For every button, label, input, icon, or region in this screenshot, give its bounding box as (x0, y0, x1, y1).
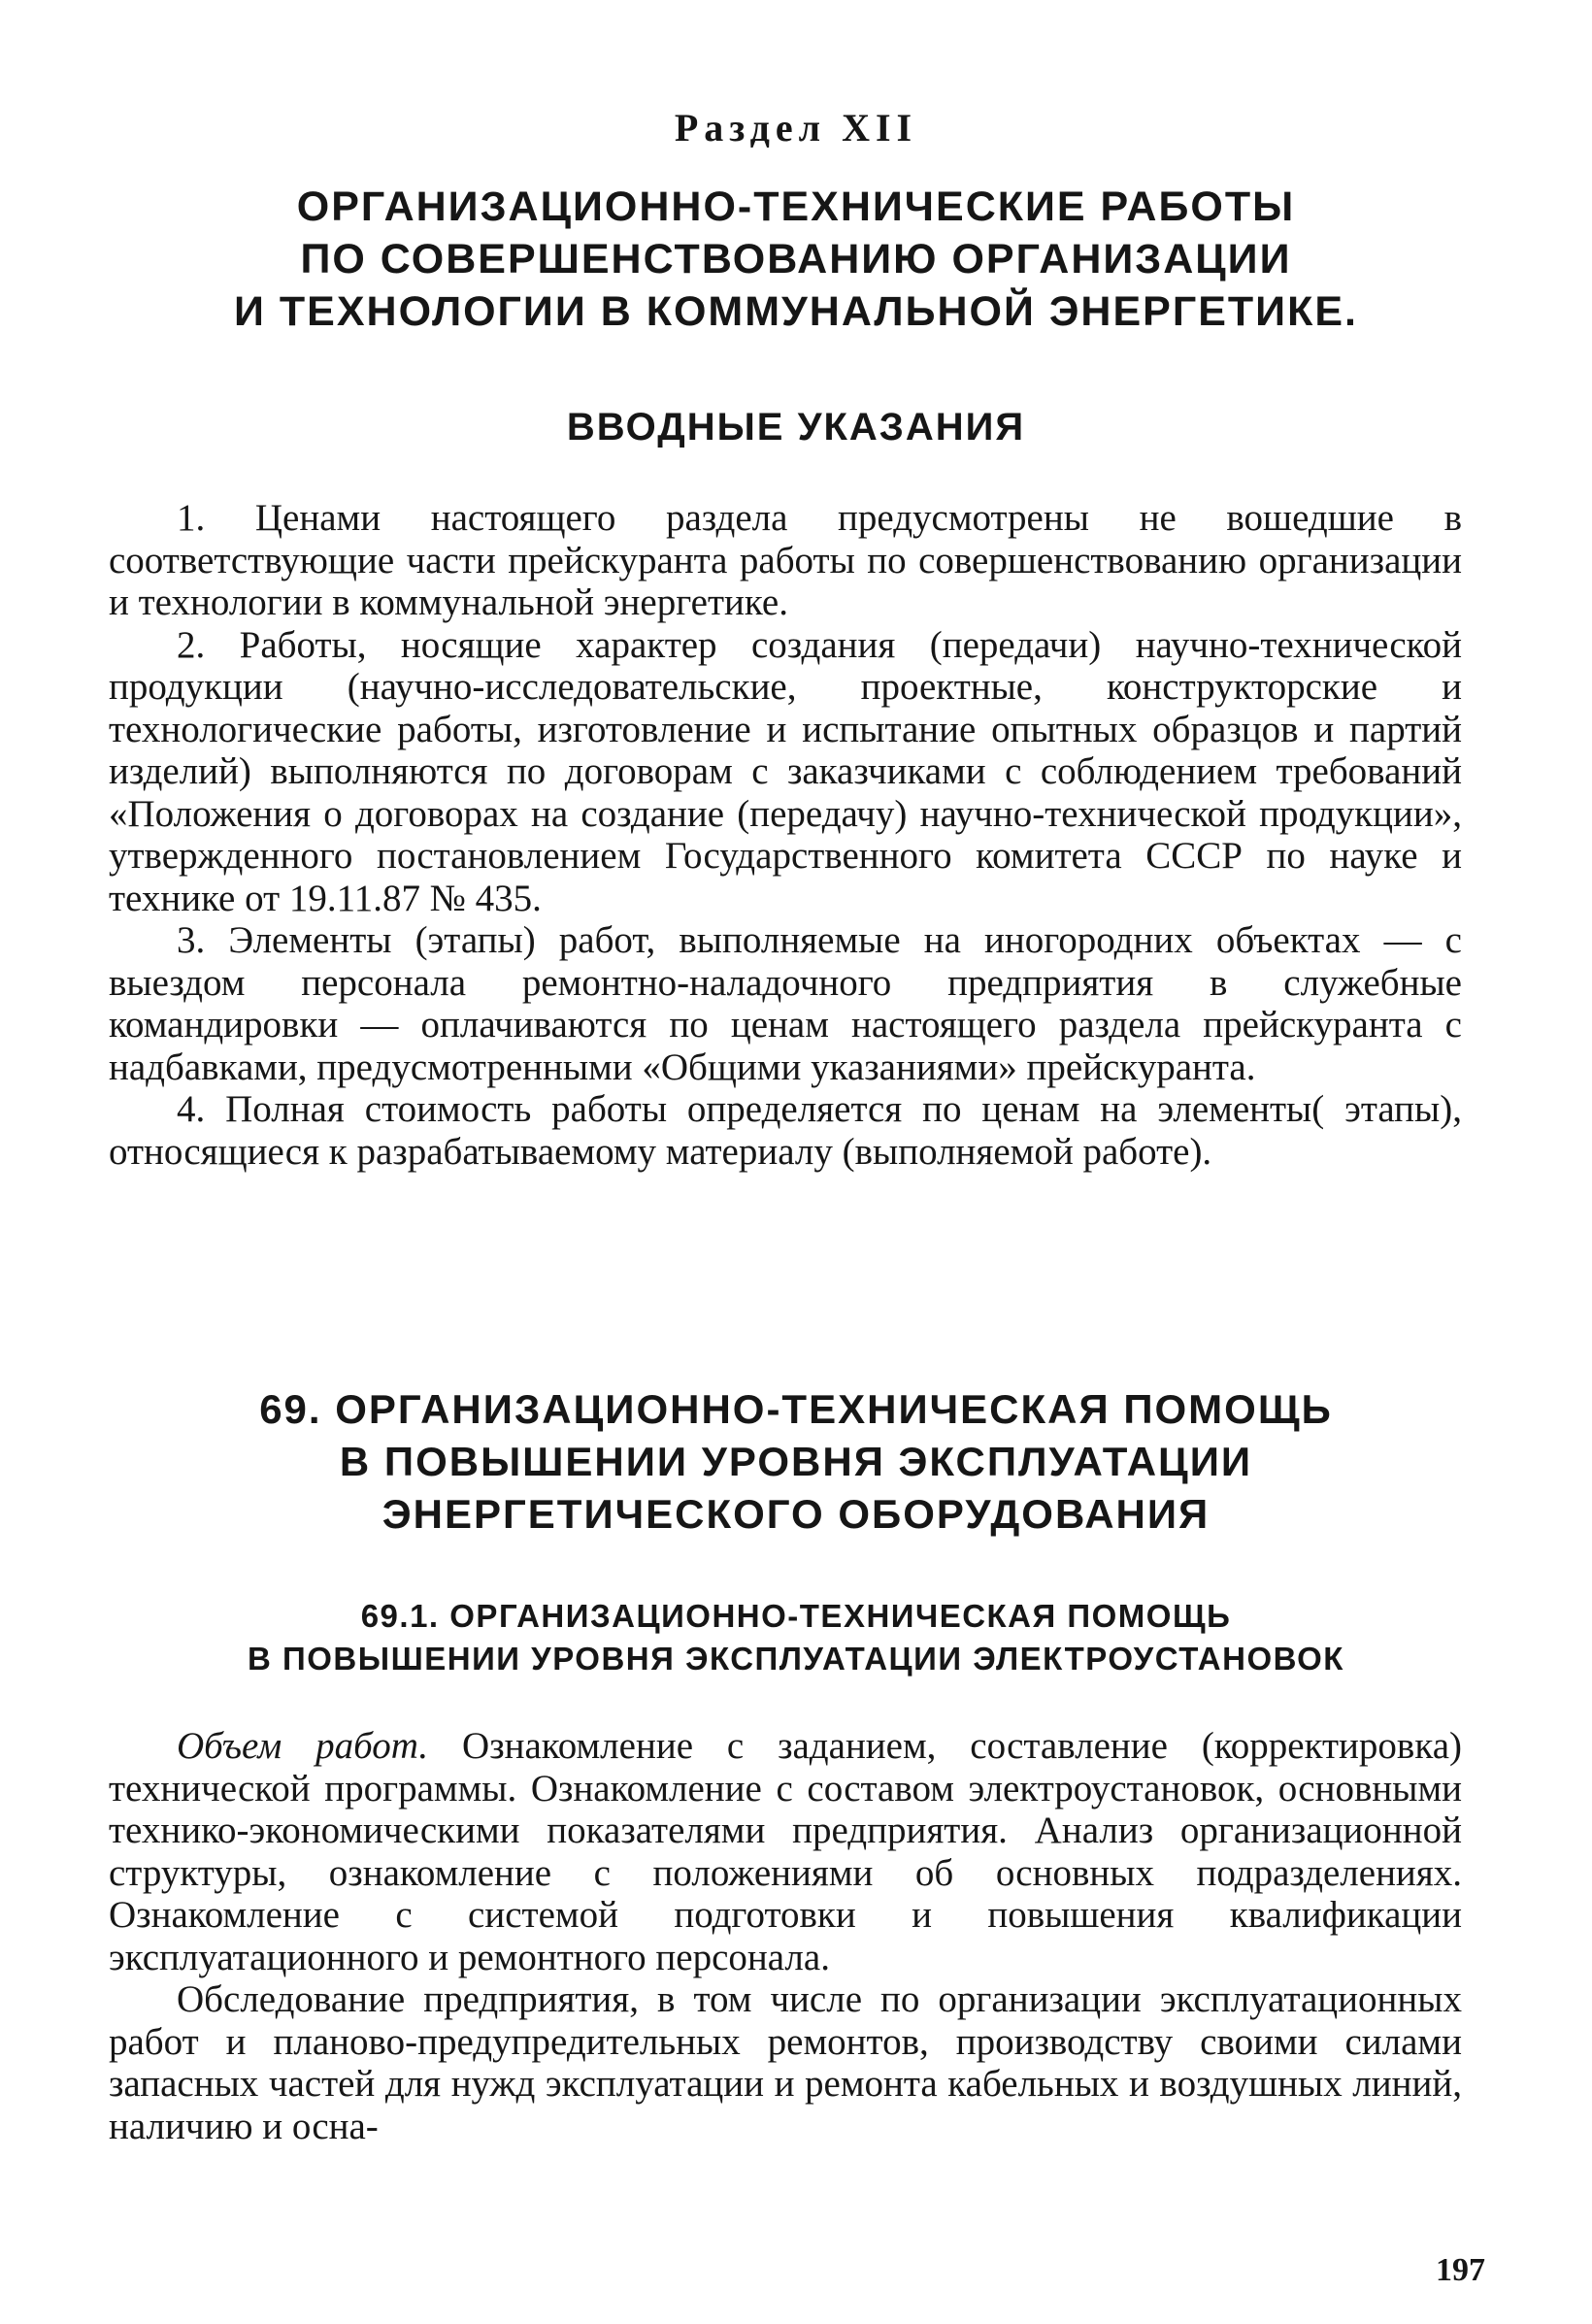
section-69-heading-line: В ПОВЫШЕНИИ УРОВНЯ ЭКСПЛУАТАЦИИ (339, 1439, 1253, 1484)
intro-text (109, 497, 1462, 1173)
section-title-line: ПО СОВЕРШЕНСТВОВАНИЮ ОРГАНИЗАЦИИ (300, 236, 1292, 282)
intro-heading: ВВОДНЫЕ УКАЗАНИЯ (566, 406, 1026, 448)
intro-paragraph: 4. Полная стоимость работы определяется по ценам на элементы( этапы), относящиеся к разрабатываемому материалу (выполняемой работе). (109, 1088, 1462, 1173)
intro-paragraph: 2. Работы, носящие характер создания (передачи) научно-технической продукции (научно-исследовательские, проектные, конструкторские и технологические работы, изготовление и испытание опытных образцов и партий изделий) выполняются по договорам с заказчиками с соблюдением требований «Положения о договорах на создание (передачу) научно-технической продукции», утвержденного постановлением Государственного комитета СССР по науке и технике от 19.11.87 № 435. (109, 623, 1462, 919)
scope-paragraph (109, 1725, 1462, 1978)
section-69-1-text (109, 1725, 1462, 2147)
scope-text: Ознакомление с заданием, составление (корректировка) технической программы. Ознакомление с составом электроустановок, основными технико-экономическими показателями предприятия. Анализ организационной структуры, ознакомление с положениями об основных подразделениях. Ознакомление с системой подготовки и повышения квалификации эксплуатационного и ремонтного персонала. (109, 1725, 1462, 1978)
section-69-1-heading-line: 69.1. ОРГАНИЗАЦИОННО-ТЕХНИЧЕСКАЯ ПОМОЩЬ (360, 1598, 1232, 1634)
section-title (0, 181, 1592, 338)
intro-paragraph: 1. Ценами настоящего раздела предусмотрены не вошедшие в соответствующие части прейскуранта работы по совершенствованию организации и технологии в коммунальной энергетике. (109, 497, 1462, 623)
section-label: Раздел XII (674, 106, 918, 149)
section-69-heading-line: ЭНЕРГЕТИЧЕСКОГО ОБОРУДОВАНИЯ (381, 1491, 1211, 1537)
scope-lead: Объем работ. (177, 1725, 429, 1767)
intro-paragraph: 3. Элементы (этапы) работ, выполняемые на иногородних объектах — с выездом персонала ремонтно-наладочного предприятия в служебные командировки — оплачиваются по ценам настоящего раздела прейскуранта с надбавками, предусмотренными «Общими указаниями» прейскуранта. (109, 919, 1462, 1088)
section-69-heading-line: 69. ОРГАНИЗАЦИОННО-ТЕХНИЧЕСКАЯ ПОМОЩЬ (259, 1386, 1333, 1432)
section-title-line: ОРГАНИЗАЦИОННО-ТЕХНИЧЕСКИЕ РАБОТЫ (296, 183, 1296, 230)
section-title-line: И ТЕХНОЛОГИИ В КОММУНАЛЬНОЙ ЭНЕРГЕТИКЕ. (234, 288, 1358, 335)
section-69-1-heading-line: В ПОВЫШЕНИИ УРОВНЯ ЭКСПЛУАТАЦИИ ЭЛЕКТРОУСТАНОВОК (248, 1641, 1344, 1677)
section-69-heading (0, 1383, 1592, 1541)
section-69-1-heading (0, 1595, 1592, 1680)
survey-paragraph: Обследование предприятия, в том числе по организации эксплуатационных работ и планово-предупредительных ремонтов, производству своими силами запасных частей для нужд эксплуатации и ремонта кабельных и воздушных линий, наличию и осна- (109, 1978, 1462, 2147)
page-number: 197 (1436, 2252, 1485, 2288)
